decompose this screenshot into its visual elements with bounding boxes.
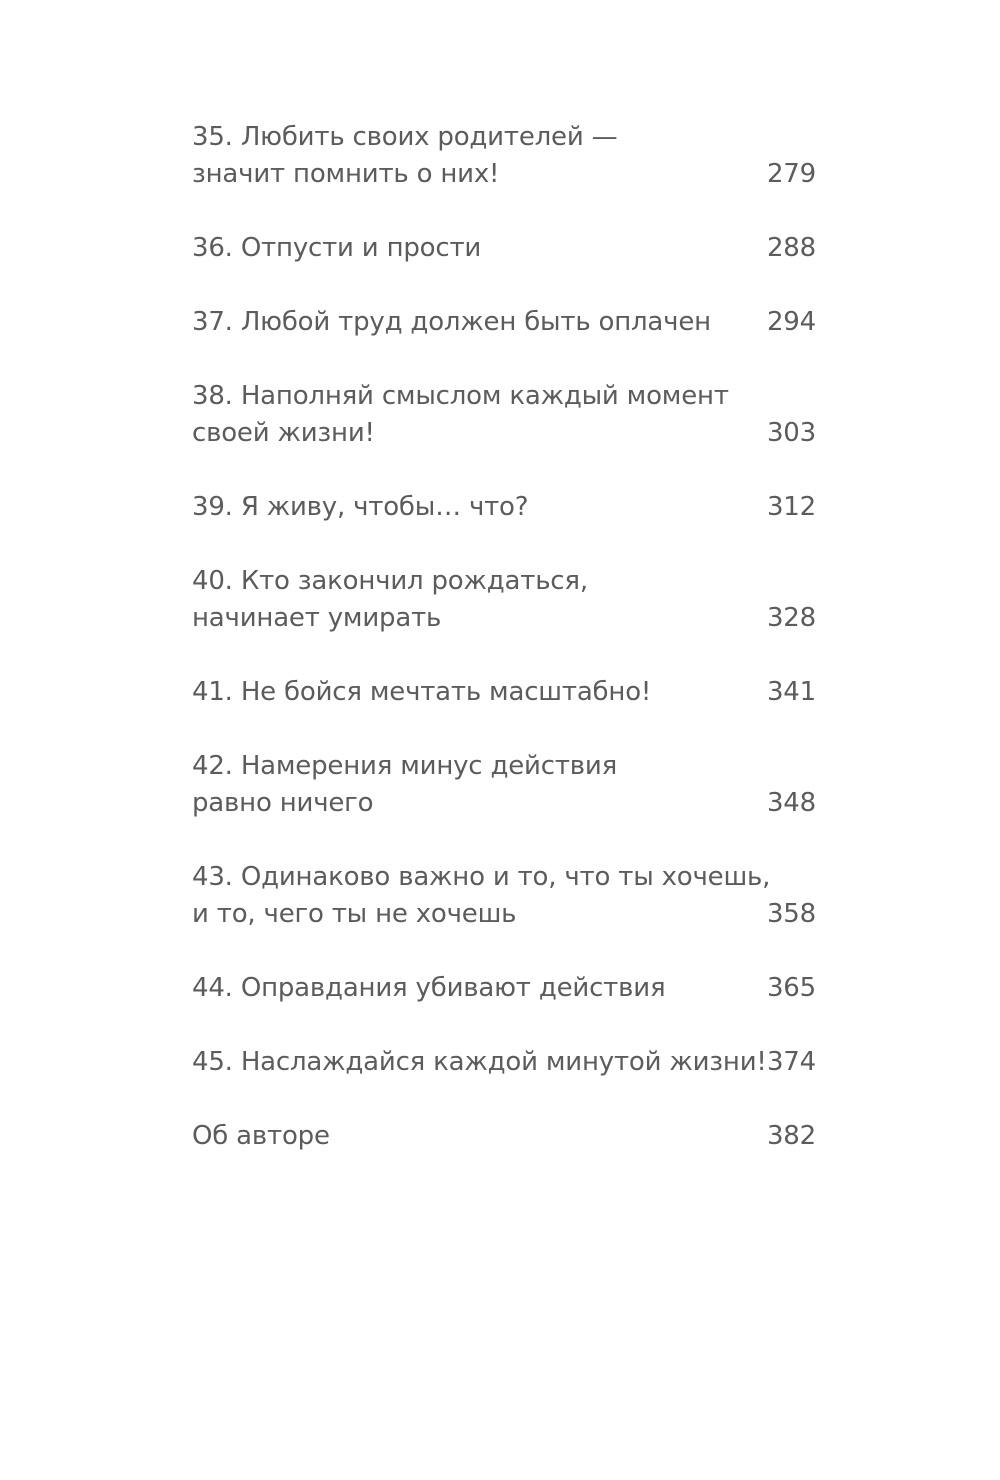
toc-entry-36[interactable] <box>192 230 816 267</box>
toc-entry-title-line: 36. Отпусти и прости <box>192 233 482 263</box>
toc-entry-title-line: 38. Наполняй смыслом каждый момент <box>192 381 729 411</box>
toc-entry-page-number: 374 <box>766 1047 816 1077</box>
toc-entry-title-line: своей жизни! <box>192 418 375 448</box>
toc-entry-45[interactable] <box>192 1044 816 1081</box>
toc-entry-title <box>192 378 746 452</box>
toc-entry-title-line: 40. Кто закончил рождаться, <box>192 566 588 596</box>
toc-entry-title-line: 42. Намерения минус действия <box>192 751 618 781</box>
toc-entry-title-line: значит помнить о них! <box>192 159 500 189</box>
toc-entry-title-line: 43. Одинаково важно и то, что ты хочешь, <box>192 862 771 892</box>
toc-entry-37[interactable] <box>192 304 816 341</box>
toc-entry-40[interactable] <box>192 563 816 637</box>
toc-entry-44[interactable] <box>192 970 816 1007</box>
toc-entry-39[interactable] <box>192 489 816 526</box>
toc-entry-page-number: 358 <box>766 899 816 929</box>
toc-entry-title-line: 44. Оправдания убивают действия <box>192 973 666 1003</box>
toc-entry-35[interactable] <box>192 119 816 193</box>
toc-entry-title <box>192 1044 767 1081</box>
toc-entry-title-line: Об авторе <box>192 1121 330 1151</box>
table-of-contents <box>192 119 816 1192</box>
toc-entry-title <box>192 489 746 526</box>
toc-entry-page-number: 328 <box>766 603 816 633</box>
toc-entry-page-number: 312 <box>766 492 816 522</box>
toc-entry-title-line: 37. Любой труд должен быть оплачен <box>192 307 711 337</box>
toc-entry-title <box>192 1118 746 1155</box>
toc-entry-title-line: 41. Не бойся мечтать масштабно! <box>192 677 652 707</box>
toc-entry-title-line: и то, чего ты не хочешь <box>192 899 517 929</box>
toc-entry-title <box>192 748 746 822</box>
toc-entry-38[interactable] <box>192 378 816 452</box>
toc-entry-42[interactable] <box>192 748 816 822</box>
toc-entry-43[interactable] <box>192 859 816 933</box>
toc-entry-page-number: 382 <box>766 1121 816 1151</box>
toc-entry-title <box>192 230 746 267</box>
toc-entry-about-author[interactable] <box>192 1118 816 1155</box>
toc-entry-title-line: 35. Любить своих родителей — <box>192 122 618 152</box>
toc-entry-title <box>192 304 746 341</box>
toc-entry-title-line: 45. Наслаждайся каждой минутой жизни! <box>192 1047 767 1077</box>
toc-entry-title <box>192 859 771 933</box>
toc-entry-title-line: 39. Я живу, чтобы… что? <box>192 492 529 522</box>
toc-entry-title <box>192 563 746 637</box>
toc-entry-page-number: 279 <box>766 159 816 189</box>
toc-entry-page-number: 365 <box>766 973 816 1003</box>
toc-entry-page-number: 341 <box>766 677 816 707</box>
toc-entry-title-line: начинает умирать <box>192 603 442 633</box>
toc-entry-title-line: равно ничего <box>192 788 374 818</box>
toc-entry-page-number: 348 <box>766 788 816 818</box>
toc-entry-page-number: 288 <box>766 233 816 263</box>
toc-entry-41[interactable] <box>192 674 816 711</box>
toc-entry-title <box>192 674 746 711</box>
toc-entry-title <box>192 970 746 1007</box>
toc-entry-title <box>192 119 746 193</box>
toc-entry-page-number: 294 <box>766 307 816 337</box>
toc-entry-page-number: 303 <box>766 418 816 448</box>
